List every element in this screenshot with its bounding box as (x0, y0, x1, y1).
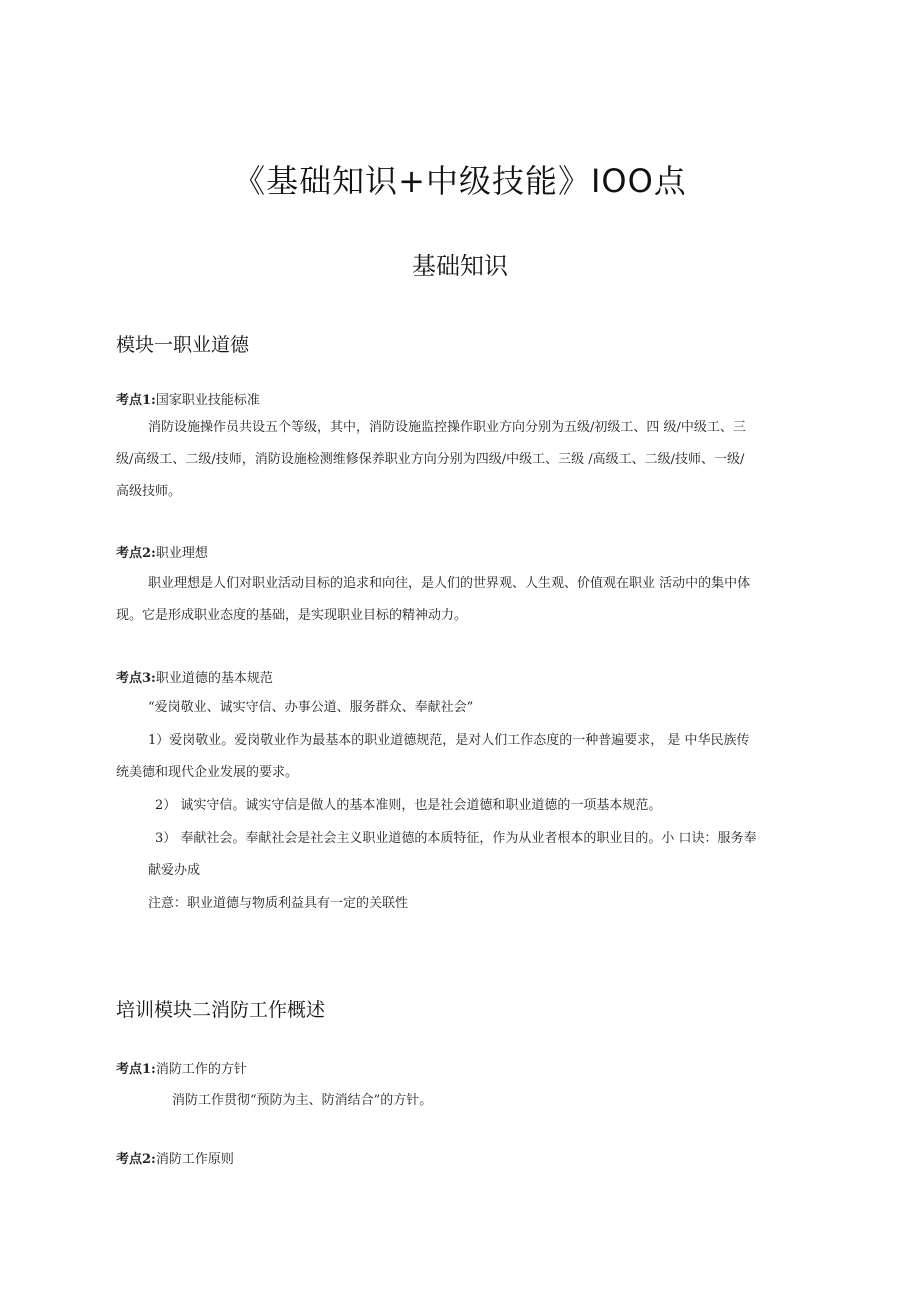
kp-label: 考点1: (116, 1062, 156, 1077)
kp-title: 职业道德的基本规范 (155, 671, 273, 686)
kp-title: 职业理想 (155, 546, 208, 561)
module1-kp2-heading (116, 542, 208, 561)
module2-kp1-line: 消防工作贯彻“预防为主、防消结合”的方针。 (172, 1093, 433, 1108)
kp-title: 国家职业技能标准 (155, 393, 260, 408)
module1-kp1-heading (116, 389, 260, 408)
module2-heading: 培训模块二消防工作概述 (116, 999, 326, 1021)
document-subtitle: 基础知识 (412, 252, 508, 280)
kp-label: 考点3: (116, 671, 156, 686)
kp-label: 考点1: (116, 393, 156, 408)
kp-label: 考点2: (116, 546, 156, 561)
module1-kp3-item1-line-2: 统美德和现代企业发展的要求。 (116, 765, 299, 780)
module1-kp3-item2: 2） 诚实守信。诚实守信是做人的基本准则，也是社会道德和职业道德的一项基本规范。 (155, 798, 662, 813)
kp-title: 消防工作原则 (155, 1152, 234, 1167)
module1-kp2-line-1: 职业理想是人们对职业活动目标的追求和向往，是人们的世界观、人生观、价值观在职业 活动中的集中体 (148, 576, 751, 591)
module1-kp3-item1-line-1: 1）爱岗敬业。爱岗敬业作为最基本的职业道德规范，是对人们工作态度的一种普遍要求， 是 中华民族传 (148, 733, 750, 748)
module1-heading: 模块一职业道德 (116, 334, 250, 356)
module1-kp3-quote: “爱岗敬业、诚实守信、办事公道、服务群众、奉献社会” (148, 700, 474, 715)
module1-kp3-item3-line-1: 3） 奉献社会。奉献社会是社会主义职业道德的本质特征，作为从业者根本的职业目的。小 口诀：服务奉 (155, 831, 757, 846)
module1-kp2-line-2: 现。它是形成职业态度的基础，是实现职业目标的精神动力。 (116, 608, 468, 623)
module2-kp2-heading (116, 1148, 234, 1167)
document-title: 《基础知识+中级技能》IOO点 (233, 162, 687, 200)
module1-kp1-line-1: 消防设施操作员共设五个等级，其中，消防设施监控操作职业方向分别为五级/初级工、四 级/中级工、三 (148, 420, 746, 435)
kp-label: 考点2: (116, 1152, 156, 1167)
module1-kp3-heading (116, 667, 273, 686)
module2-kp1-heading (116, 1058, 247, 1077)
module1-kp3-item3-line-2: 献爱办成 (148, 863, 201, 878)
module1-kp1-line-2: 级/高级工、二级/技师，消防设施检测维修保养职业方向分别为四级/中级工、三级 /高级工、二级/技师、一级/ (116, 452, 745, 467)
kp-title: 消防工作的方针 (155, 1062, 247, 1077)
module1-kp3-note: 注意：职业道德与物质利益具有一定的关联性 (148, 896, 409, 911)
module1-kp1-line-3: 高级技师。 (116, 484, 182, 499)
